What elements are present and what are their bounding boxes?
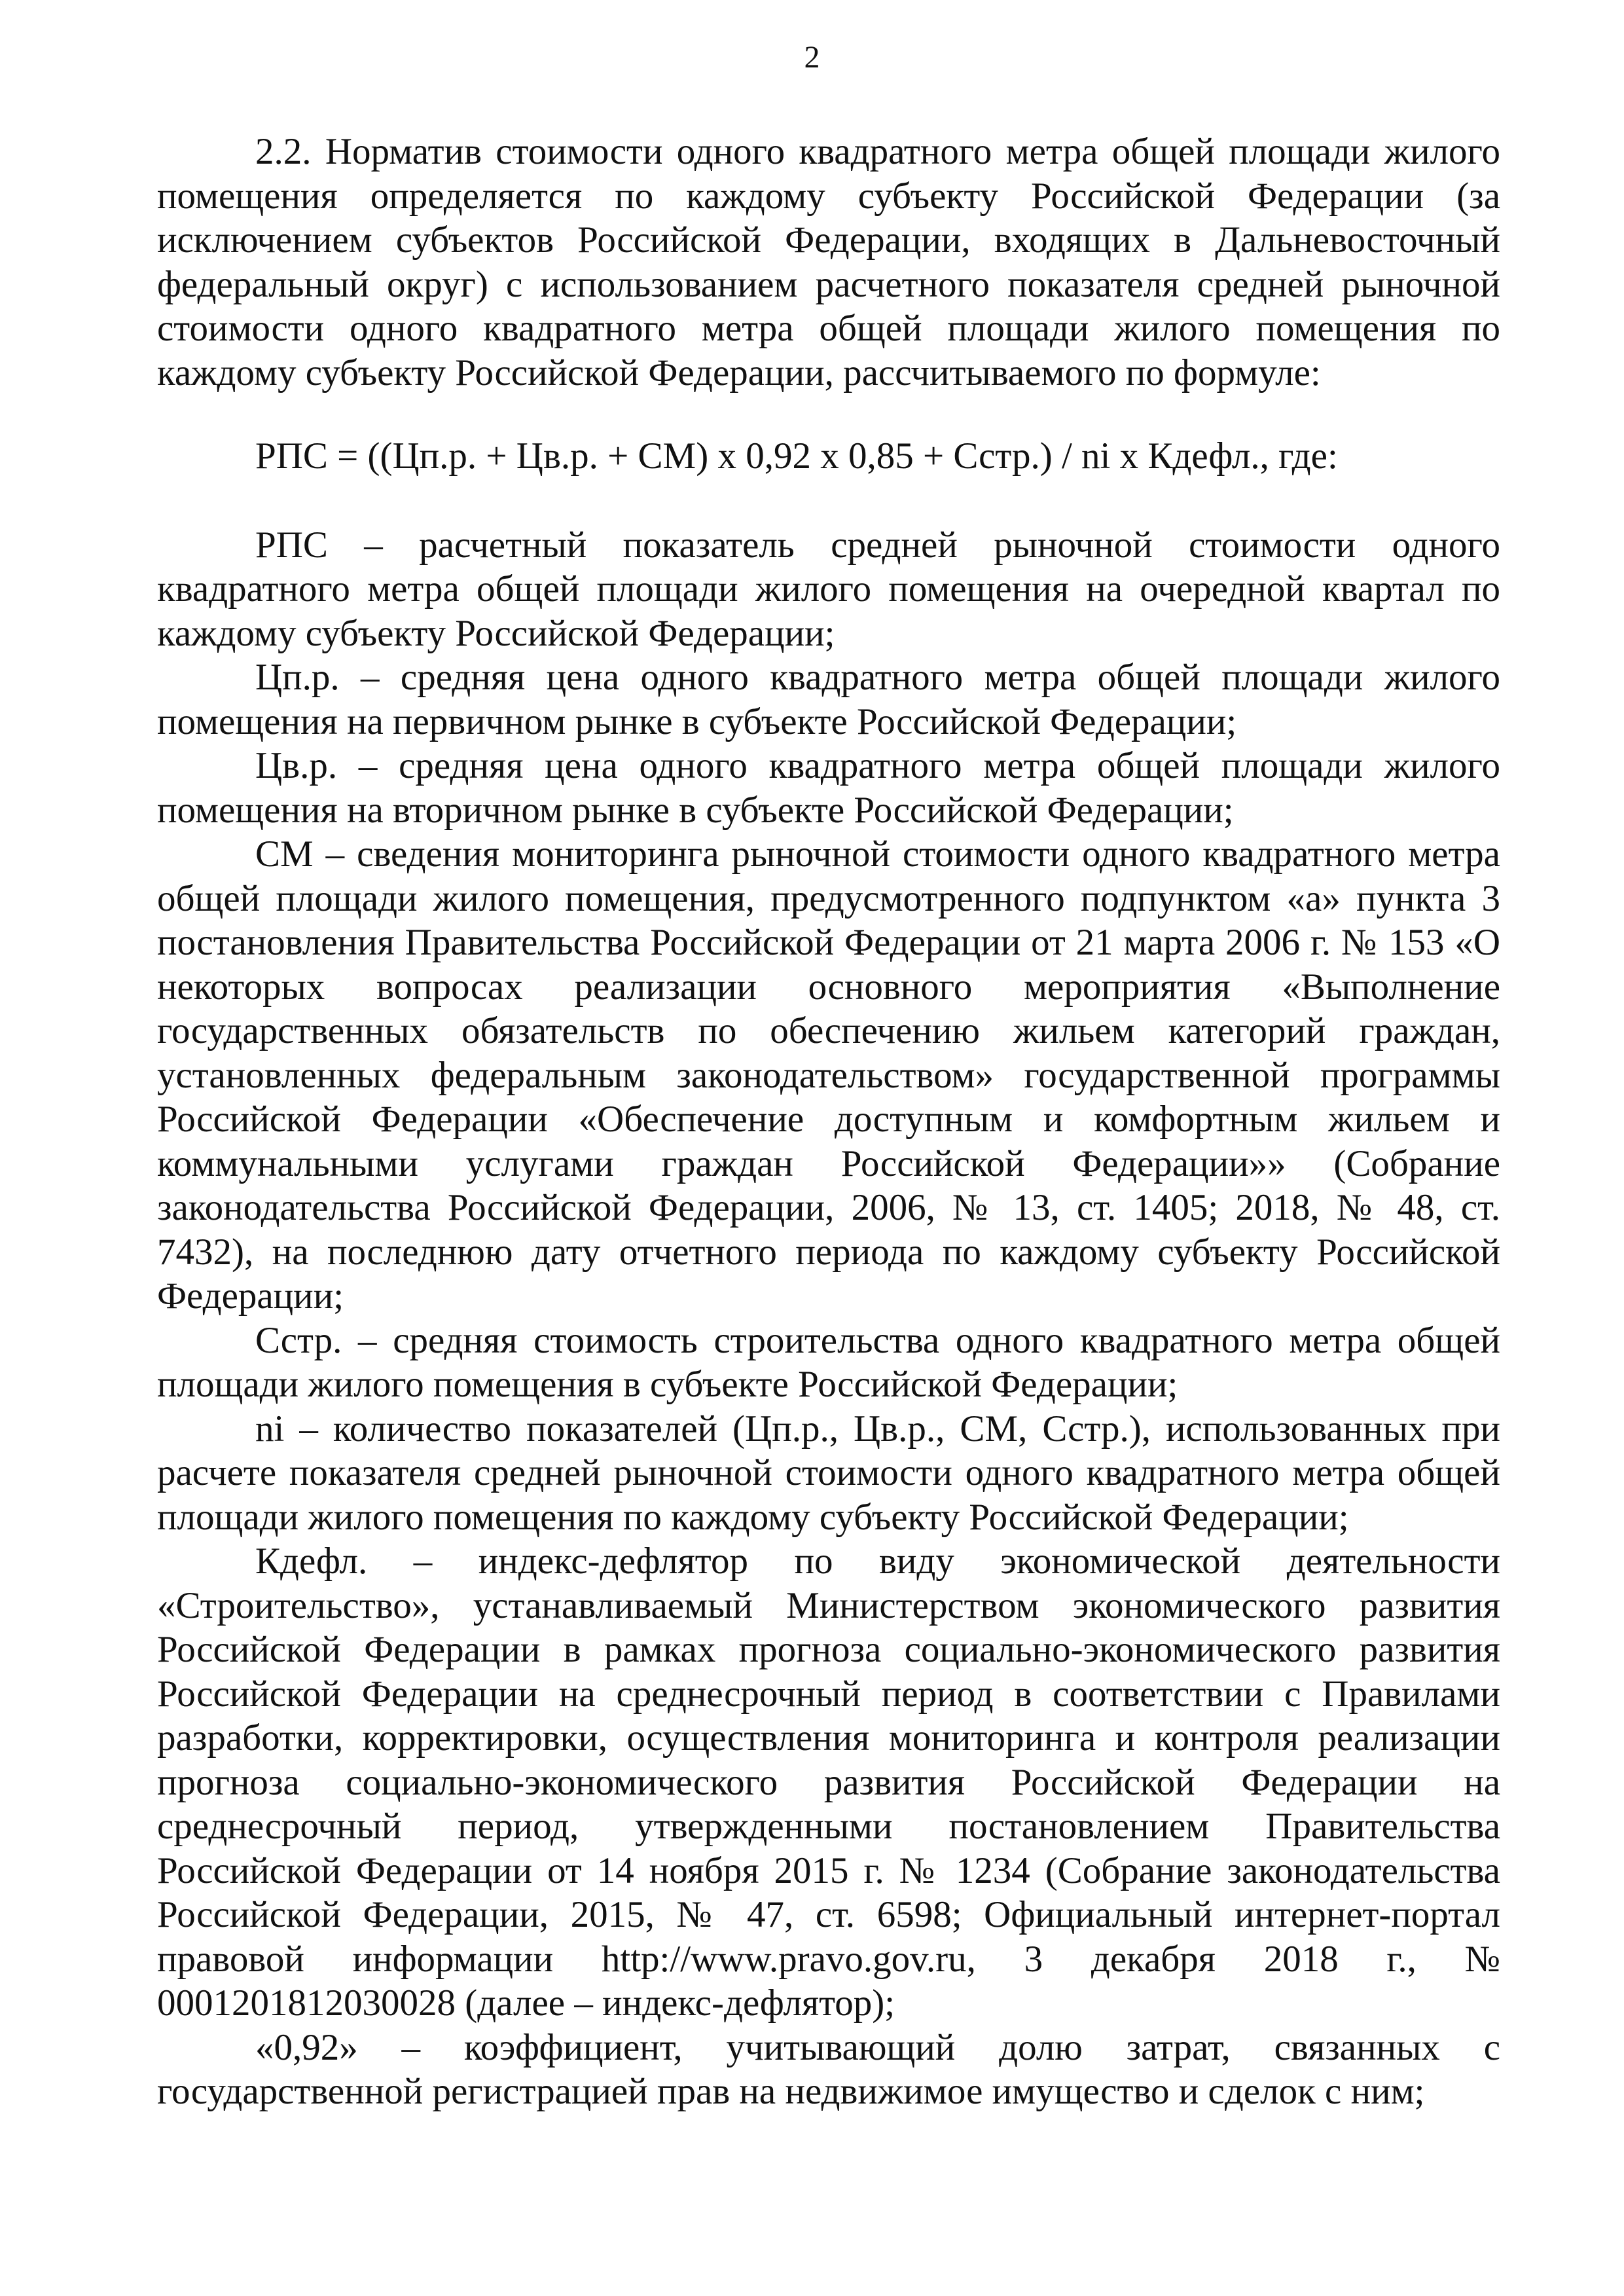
definition-ni: ni – количество показателей (Цп.р., Цв.р., СМ, Сстр.), использованных при расчете показателя средней рыночной стоимости одного квадратного метра общей площади жилого помещения по каждому субъекту Российской Федерации;: [157, 1408, 1500, 1538]
definition-sm: СМ – сведения мониторинга рыночной стоимости одного квадратного метра общей площади жилого помещения, предусмотренного подпунктом «а» пункта 3 постановления Правительства Российской Федерации от 21 марта 2006 г. № 153 «О некоторых вопросах реализации основного мероприятия «Выполнение государственных обязательств по обеспечению жильем категорий граждан, установленных федеральным законодательством» государственной программы Российской Федерации «Обеспечение доступным и комфортным жильем и коммунальными услугами граждан Российской Федерации»» (Собрание законодательства Российской Федерации, 2006, № 13, ст. 1405; 2018, № 48, ст. 7432), на последнюю дату отчетного периода по каждому субъекту Российской Федерации;: [157, 833, 1500, 1317]
definition-coefficient: «0,92» – коэффициент, учитывающий долю затрат, связанных с государственной регистрацией прав на недвижимое имущество и сделок с ним;: [157, 2026, 1500, 2112]
document-body: [157, 130, 1500, 2114]
definition-rps: РПС – расчетный показатель средней рыночной стоимости одного квадратного метра общей площади жилого помещения на очередной квартал по каждому субъекту Российской Федерации;: [157, 524, 1500, 654]
definition-sstr: Сстр. – средняя стоимость строительства одного квадратного метра общей площади жилого помещения в субъекте Российской Федерации;: [157, 1319, 1500, 1405]
definition-kdefl: Кдефл. – индекс-дефлятор по виду экономической деятельности «Строительство», устанавливаемый Министерством экономического развития Российской Федерации в рамках прогноза социально-экономического развития Российской Федерации на среднесрочный период в соответствии с Правилами разработки, корректировки, осуществления мониторинга и контроля реализации прогноза социально-экономического развития Российской Федерации на среднесрочный период, утвержденными постановлением Правительства Российской Федерации от 14 ноября 2015 г. № 1234 (Собрание законодательства Российской Федерации, 2015, № 47, ст. 6598; Официальный интернет-портал правовой информации http://www.pravo.gov.ru, 3 декабря 2018 г., № 0001201812030028 (далее – индекс-дефлятор);: [157, 1540, 1500, 2024]
formula: РПС = ((Цп.р. + Цв.р. + СМ) х 0,92 х 0,85 + Сстр.) / ni х Кдефл., где:: [255, 435, 1338, 477]
paragraph-intro: 2.2. Норматив стоимости одного квадратного метра общей площади жилого помещения определяется по каждому субъекту Российской Федерации (за исключением субъектов Российской Федерации, входящих в Дальневосточный федеральный округ) с использованием расчетного показателя средней рыночной стоимости одного квадратного метра общей площади жилого помещения по каждому субъекту Российской Федерации, рассчитываемого по формуле:: [157, 131, 1500, 393]
page-number: 2: [804, 40, 820, 75]
definition-cpr: Цп.р. – средняя цена одного квадратного метра общей площади жилого помещения на первичном рынке в субъекте Российской Федерации;: [157, 657, 1500, 742]
definition-cvr: Цв.р. – средняя цена одного квадратного метра общей площади жилого помещения на вторичном рынке в субъекте Российской Федерации;: [157, 745, 1500, 831]
